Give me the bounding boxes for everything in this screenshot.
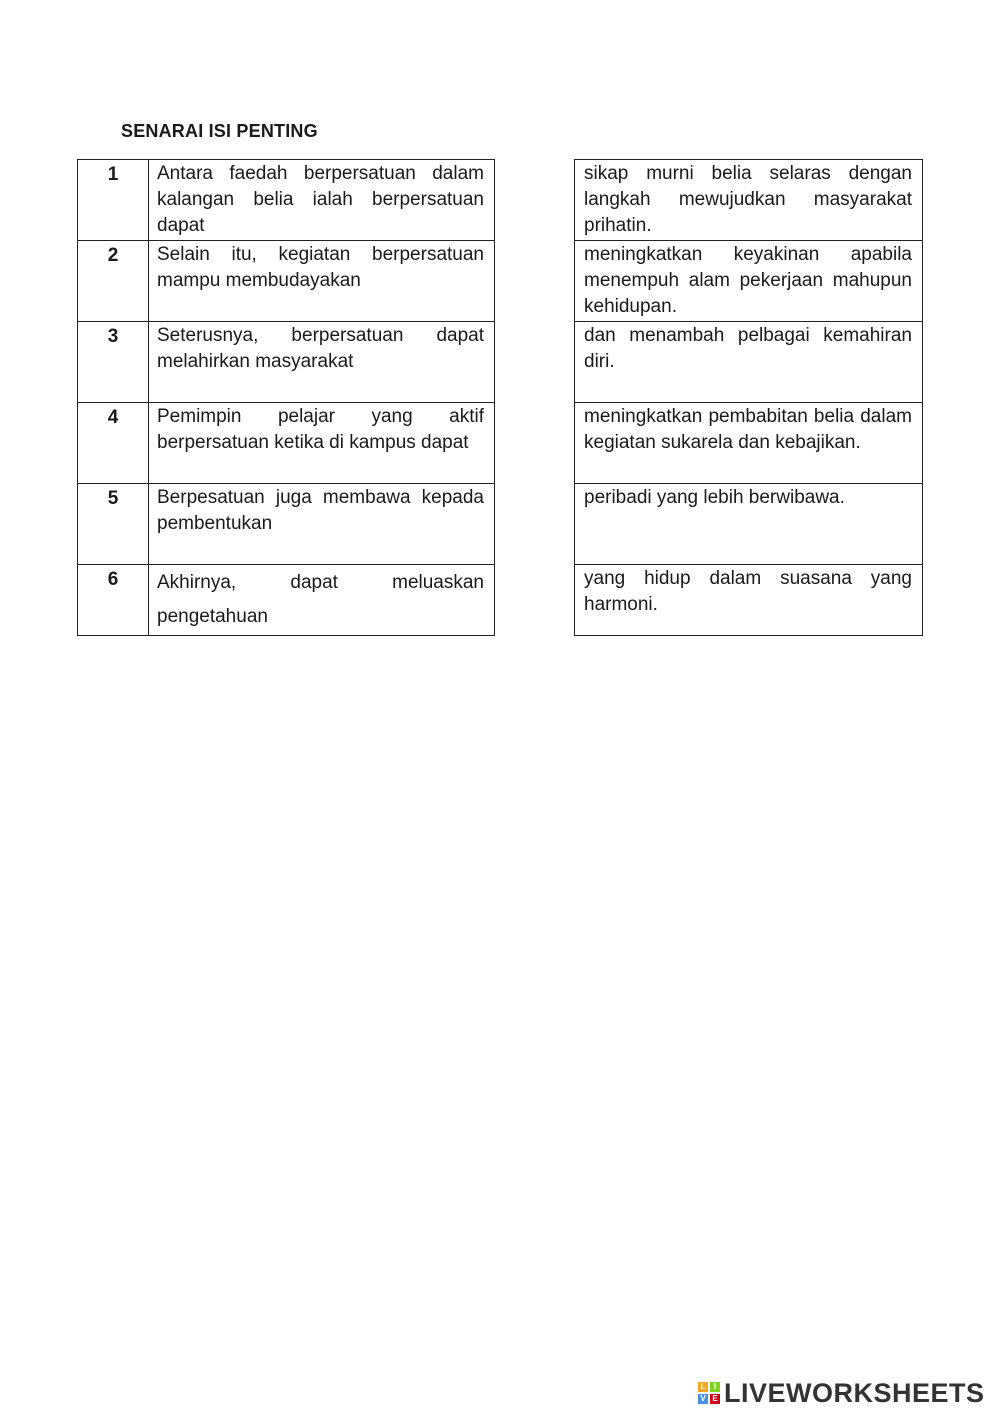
page-title: SENARAI ISI PENTING — [121, 121, 318, 141]
logo-text: LIVEWORKSHEETS — [724, 1377, 985, 1408]
right-text-cell[interactable]: meningkatkan keyakinan apabila menempuh alam pekerjaan mahupun kehidupan. — [575, 241, 923, 322]
left-table — [77, 159, 495, 636]
logo-mark-letter: V — [698, 1394, 708, 1404]
table-row — [575, 484, 923, 565]
left-text-cell[interactable]: Berpesatuan juga membawa kepada pembentukan — [149, 484, 495, 565]
table-row — [575, 565, 923, 636]
left-text-cell[interactable]: Selain itu, kegiatan berpersatuan mampu membudayakan — [149, 241, 495, 322]
left-text-cell[interactable]: Seterusnya, berpersatuan dapat melahirkan masyarakat — [149, 322, 495, 403]
right-table — [574, 159, 923, 636]
row-number: 2 — [78, 241, 149, 322]
right-text-cell[interactable]: peribadi yang lebih berwibawa. — [575, 484, 923, 565]
logo-mark-letter: E — [710, 1394, 720, 1404]
row-number: 6 — [78, 565, 149, 636]
table-row — [78, 403, 495, 484]
table-row — [78, 160, 495, 241]
logo-icon — [698, 1382, 720, 1404]
row-number: 5 — [78, 484, 149, 565]
table-row — [78, 241, 495, 322]
row-number: 3 — [78, 322, 149, 403]
logo-mark-letter: L — [698, 1382, 708, 1392]
table-row — [575, 403, 923, 484]
right-text-cell[interactable]: meningkatkan pembabitan belia dalam kegiatan sukarela dan kebajikan. — [575, 403, 923, 484]
row-number: 1 — [78, 160, 149, 241]
left-text-cell[interactable]: Akhirnya, dapat meluaskan pengetahuan — [149, 565, 495, 636]
left-text-cell[interactable]: Antara faedah berpersatuan dalam kalangan belia ialah berpersatuan dapat — [149, 160, 495, 241]
table-row — [575, 160, 923, 241]
table-row — [575, 241, 923, 322]
logo-mark-letter: I — [710, 1382, 720, 1392]
left-text-cell[interactable]: Pemimpin pelajar yang aktif berpersatuan ketika di kampus dapat — [149, 403, 495, 484]
liveworksheets-logo — [698, 1378, 985, 1408]
table-row — [78, 322, 495, 403]
row-number: 4 — [78, 403, 149, 484]
right-text-cell[interactable]: dan menambah pelbagai kemahiran diri. — [575, 322, 923, 403]
table-row — [78, 484, 495, 565]
right-text-cell[interactable]: sikap murni belia selaras dengan langkah mewujudkan masyarakat prihatin. — [575, 160, 923, 241]
right-text-cell[interactable]: yang hidup dalam suasana yang harmoni. — [575, 565, 923, 636]
table-row — [575, 322, 923, 403]
table-row — [78, 565, 495, 636]
